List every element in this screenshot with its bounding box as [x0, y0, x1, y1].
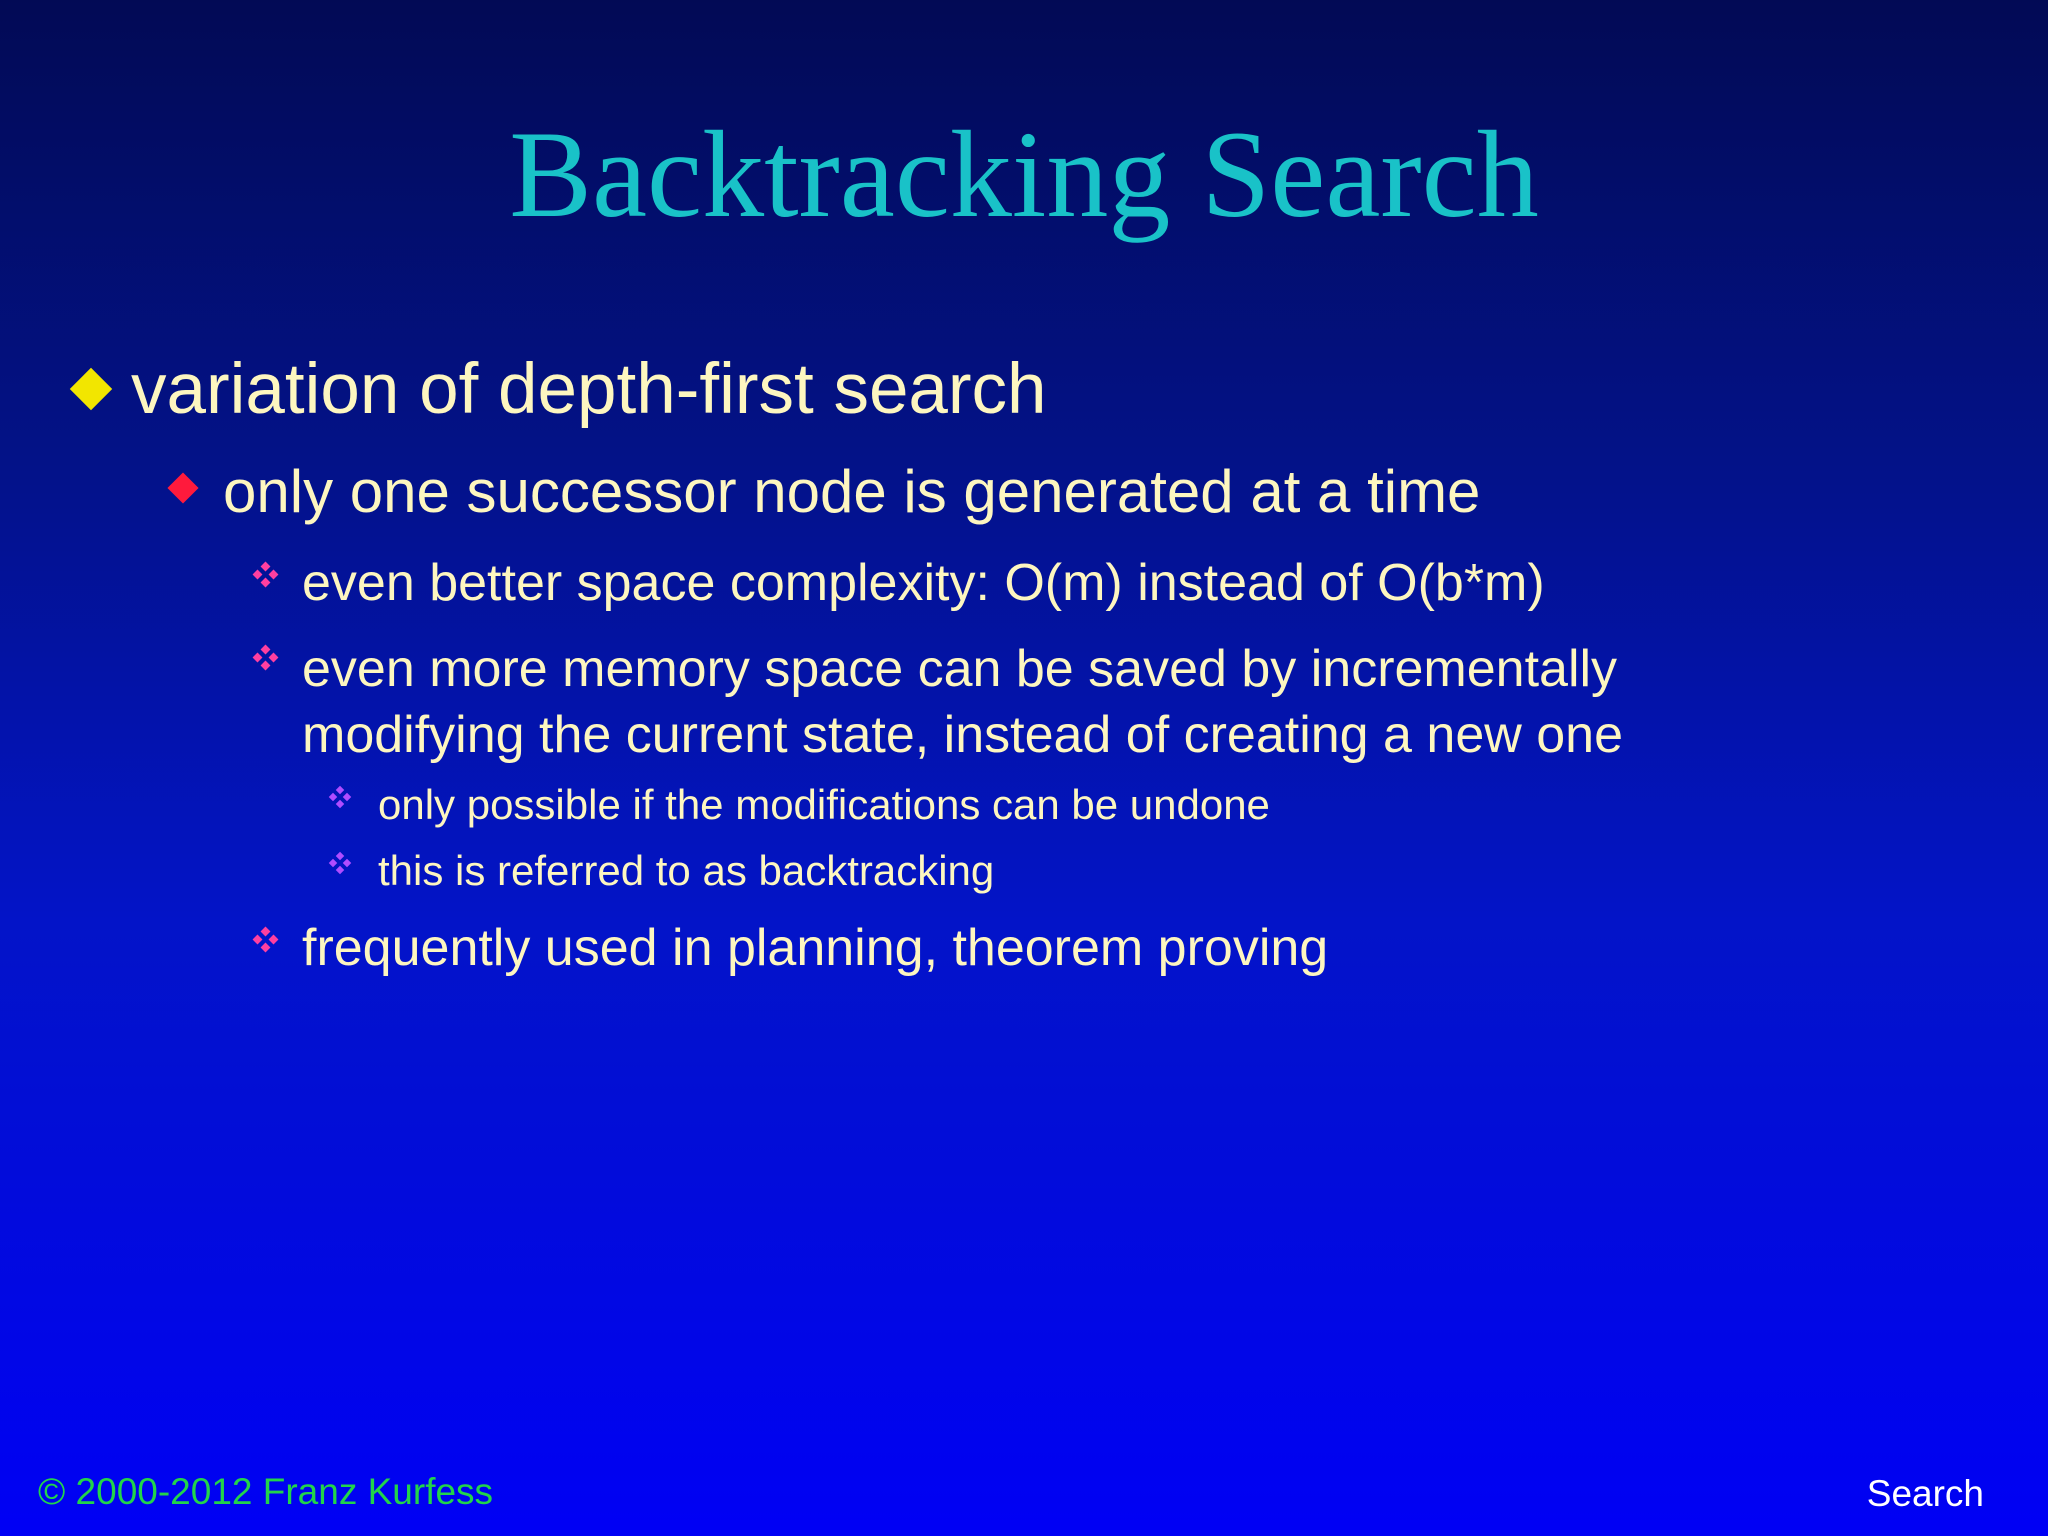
footer-copyright: © 2000-2012 Franz Kurfess — [38, 1471, 494, 1512]
purple-four-diamond-bullet-icon — [330, 787, 352, 809]
red-diamond-bullet-icon — [167, 472, 198, 503]
bullet-level4-text: this is referred to as backtracking — [378, 847, 995, 894]
bullet-level4 — [330, 847, 994, 895]
pink-four-diamond-bullet-icon — [254, 563, 278, 587]
bullet-level2-text: only one successor node is generated at a time — [223, 458, 1481, 525]
bullet-level3 — [254, 636, 1623, 768]
yellow-diamond-bullet-icon — [70, 368, 112, 410]
slide-title: Backtracking Search — [509, 106, 1539, 243]
bullet-level3-text: frequently used in planning, theorem proving — [302, 919, 1329, 977]
bullet-level1 — [76, 350, 1047, 430]
bullet-level2 — [172, 457, 1480, 527]
bullet-level4-text: only possible if the modifications can be undone — [378, 781, 1270, 828]
footer-section-label: Search — [1866, 1473, 1984, 1514]
pink-four-diamond-bullet-icon — [254, 646, 278, 670]
purple-four-diamond-bullet-icon — [330, 853, 352, 875]
bullet-level3-text: even better space complexity: O(m) instead of O(b*m) — [302, 554, 1545, 612]
pink-four-diamond-bullet-icon — [254, 928, 278, 952]
bullet-level3 — [254, 918, 1328, 978]
bullet-level4 — [330, 781, 1270, 829]
bullet-level3-text-line2: modifying the current state, instead of creating a new one — [302, 706, 1623, 764]
bullet-level1-text: variation of depth-first search — [131, 350, 1047, 429]
bullet-level3-text-line1: even more memory space can be saved by incrementally — [302, 640, 1618, 698]
bullet-level3 — [254, 553, 1545, 613]
